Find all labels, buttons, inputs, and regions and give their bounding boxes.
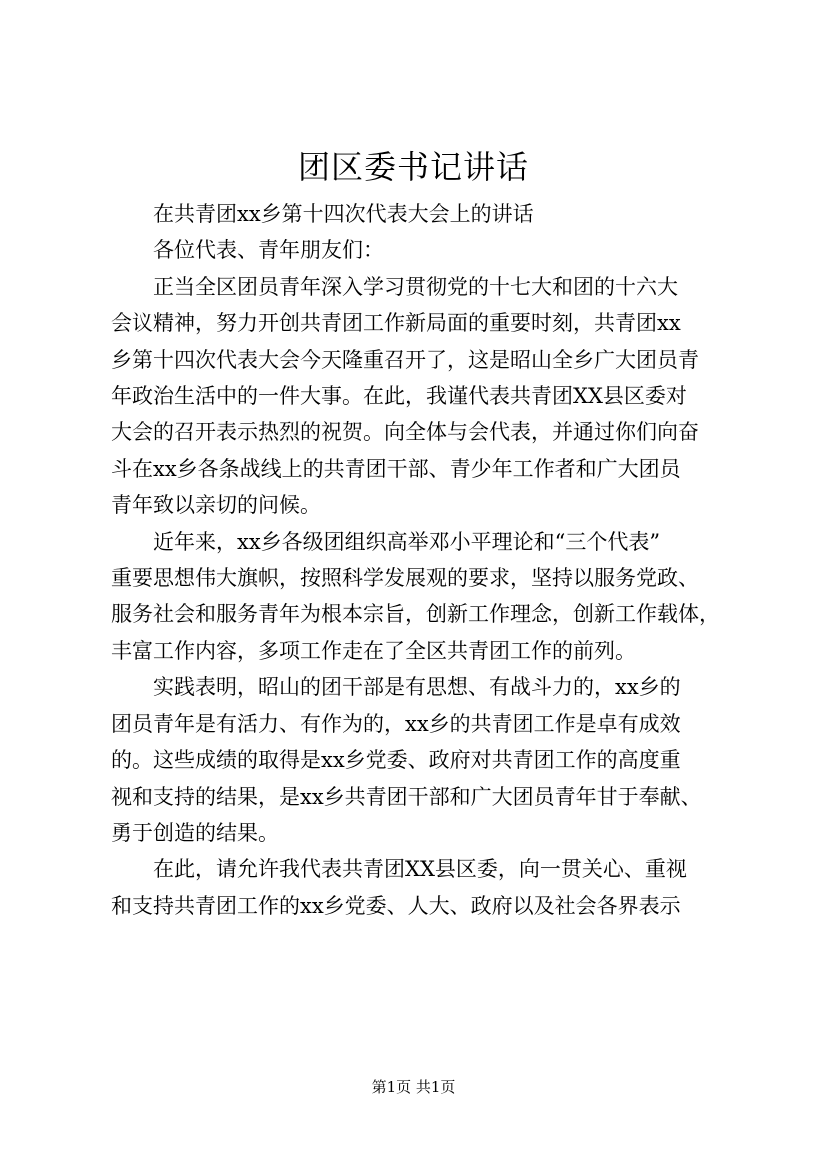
paragraph bbox=[111, 196, 725, 232]
text-line: 乡第十四次代表大会今天隆重召开了，这是昭山全乡广大团员青 bbox=[111, 347, 699, 372]
text-line: 正当全区团员青年深入学习贯彻党的十七大和团的十六大 bbox=[153, 274, 678, 299]
text-line: 勇于创造的结果。 bbox=[111, 820, 279, 845]
text-line: 年政治生活中的一件大事。在此，我谨代表共青团XX县区委对 bbox=[111, 384, 687, 409]
document-body bbox=[111, 196, 725, 924]
text-line: 的。这些成绩的取得是xx乡党委、政府对共青团工作的高度重 bbox=[111, 748, 681, 773]
text-line: 视和支持的结果，是xx乡共青团干部和广大团员青年甘于奉献、 bbox=[111, 784, 702, 809]
text-line: 各位代表、青年朋友们： bbox=[153, 238, 384, 263]
text-line: 青年致以亲切的问候。 bbox=[111, 493, 321, 518]
text-line: 大会的召开表示热烈的祝贺。向全体与会代表，并通过你们向奋 bbox=[111, 420, 699, 445]
text-line: 重要思想伟大旗帜，按照科学发展观的要求，坚持以服务党政、 bbox=[111, 566, 699, 591]
text-line: 服务社会和服务青年为根本宗旨，创新工作理念，创新工作载体， bbox=[111, 602, 720, 627]
paragraph bbox=[111, 669, 725, 851]
text-line: 在共青团xx乡第十四次代表大会上的讲话 bbox=[153, 202, 534, 226]
text-line: 实践表明，昭山的团干部是有思想、有战斗力的，xx乡的 bbox=[153, 675, 681, 700]
paragraph bbox=[111, 269, 725, 524]
page-footer: 第1页 共1页 bbox=[371, 1078, 456, 1096]
paragraph bbox=[111, 232, 725, 268]
text-line: 和支持共青团工作的xx乡党委、人大、政府以及社会各界表示 bbox=[111, 893, 681, 918]
paragraph bbox=[111, 524, 725, 670]
text-line: 近年来，xx乡各级团组织高举邓小平理论和“三个代表” bbox=[153, 529, 661, 554]
text-line: 斗在xx乡各条战线上的共青团干部、青少年工作者和广大团员 bbox=[111, 456, 681, 481]
document-title: 团区委书记讲话 bbox=[297, 148, 529, 186]
text-line: 丰富工作内容，多项工作走在了全区共青团工作的前列。 bbox=[111, 638, 636, 663]
paragraph bbox=[111, 851, 725, 924]
text-line: 会议精神，努力开创共青团工作新局面的重要时刻，共青团xx bbox=[111, 311, 681, 336]
text-line: 团员青年是有活力、有作为的，xx乡的共青团工作是卓有成效 bbox=[111, 711, 681, 736]
text-line: 在此，请允许我代表共青团XX县区委，向一贯关心、重视 bbox=[153, 857, 687, 882]
